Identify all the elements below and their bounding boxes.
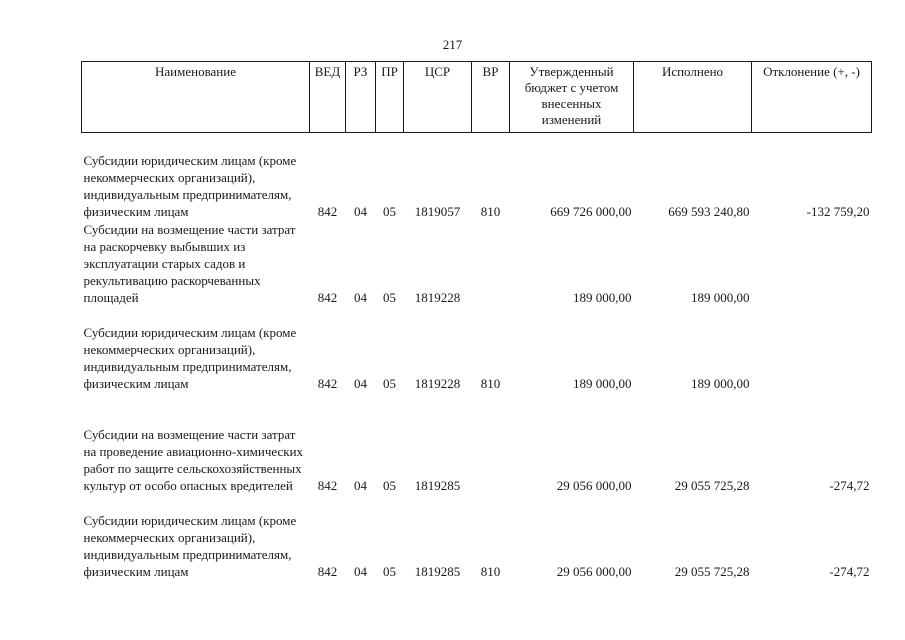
row-pr: 05 — [383, 564, 396, 579]
budget-table — [81, 61, 872, 580]
row-ved: 842 — [317, 478, 338, 493]
table-row — [82, 306, 872, 392]
table-row — [82, 220, 872, 306]
row-deviation: -132 759,20 — [806, 204, 870, 219]
row-pr: 05 — [383, 478, 396, 493]
row-approved: 29 056 000,00 — [556, 564, 632, 579]
row-name: Субсидии на возмещение части затрат на проведение авиационно-химических работ по защите сельскохозяйственных культур от особо опасных вредителей — [83, 427, 304, 493]
row-rz: 04 — [354, 290, 367, 305]
row-name: Субсидии на возмещение части затрат на раскорчевку выбывших из эксплуатации старых садов и рекультивацию раскорчеванных площадей — [83, 222, 296, 305]
page-number: 217 — [442, 37, 463, 52]
row-ved: 842 — [317, 204, 338, 219]
header-deviation: Отклонение (+, -) — [752, 62, 872, 133]
row-deviation: -274,72 — [829, 478, 870, 493]
row-ved: 842 — [317, 376, 338, 391]
header-approved: Утвержденный бюджет с учетом внесенных изменений — [510, 62, 634, 133]
row-csr: 1819057 — [414, 204, 461, 219]
row-executed: 29 055 725,28 — [674, 564, 750, 579]
row-name: Субсидии юридическим лицам (кроме некоммерческих организаций), индивидуальным предпринимателям, физическим лицам — [83, 153, 297, 219]
row-csr: 1819285 — [414, 478, 461, 493]
row-name: Субсидии юридическим лицам (кроме некоммерческих организаций), индивидуальным предпринимателям, физическим лицам — [83, 513, 297, 579]
row-vr — [472, 220, 510, 306]
row-deviation: -274,72 — [829, 564, 870, 579]
row-vr: 810 — [480, 204, 501, 219]
header-vr: ВР — [472, 62, 510, 133]
row-csr: 1819228 — [414, 376, 461, 391]
row-ved: 842 — [317, 564, 338, 579]
row-executed: 669 593 240,80 — [668, 204, 750, 219]
row-approved: 29 056 000,00 — [556, 478, 632, 493]
row-rz: 04 — [354, 564, 367, 579]
header-csr: ЦСР — [404, 62, 472, 133]
row-approved: 189 000,00 — [573, 376, 632, 391]
header-executed: Исполнено — [634, 62, 752, 133]
header-ved: ВЕД — [310, 62, 346, 133]
row-approved: 189 000,00 — [573, 290, 632, 305]
table-header-row — [82, 62, 872, 133]
row-executed: 189 000,00 — [691, 290, 750, 305]
row-executed: 29 055 725,28 — [674, 478, 750, 493]
header-rz: РЗ — [346, 62, 376, 133]
header-name: Наименование — [82, 62, 310, 133]
row-approved: 669 726 000,00 — [550, 204, 632, 219]
table-row — [82, 494, 872, 580]
row-rz: 04 — [354, 478, 367, 493]
table-row — [82, 392, 872, 494]
row-rz: 04 — [354, 204, 367, 219]
row-pr: 05 — [383, 290, 396, 305]
row-executed: 189 000,00 — [691, 376, 750, 391]
row-ved: 842 — [317, 290, 338, 305]
row-csr: 1819228 — [414, 290, 461, 305]
table-row — [82, 133, 872, 221]
row-pr: 05 — [383, 204, 396, 219]
row-name: Субсидии юридическим лицам (кроме некоммерческих организаций), индивидуальным предпринимателям, физическим лицам — [83, 325, 297, 391]
row-rz: 04 — [354, 376, 367, 391]
row-csr: 1819285 — [414, 564, 461, 579]
row-pr: 05 — [383, 376, 396, 391]
row-vr: 810 — [480, 564, 501, 579]
header-pr: ПР — [376, 62, 404, 133]
row-vr: 810 — [480, 376, 501, 391]
row-deviation — [752, 306, 872, 392]
row-vr — [472, 392, 510, 494]
row-deviation — [752, 220, 872, 306]
